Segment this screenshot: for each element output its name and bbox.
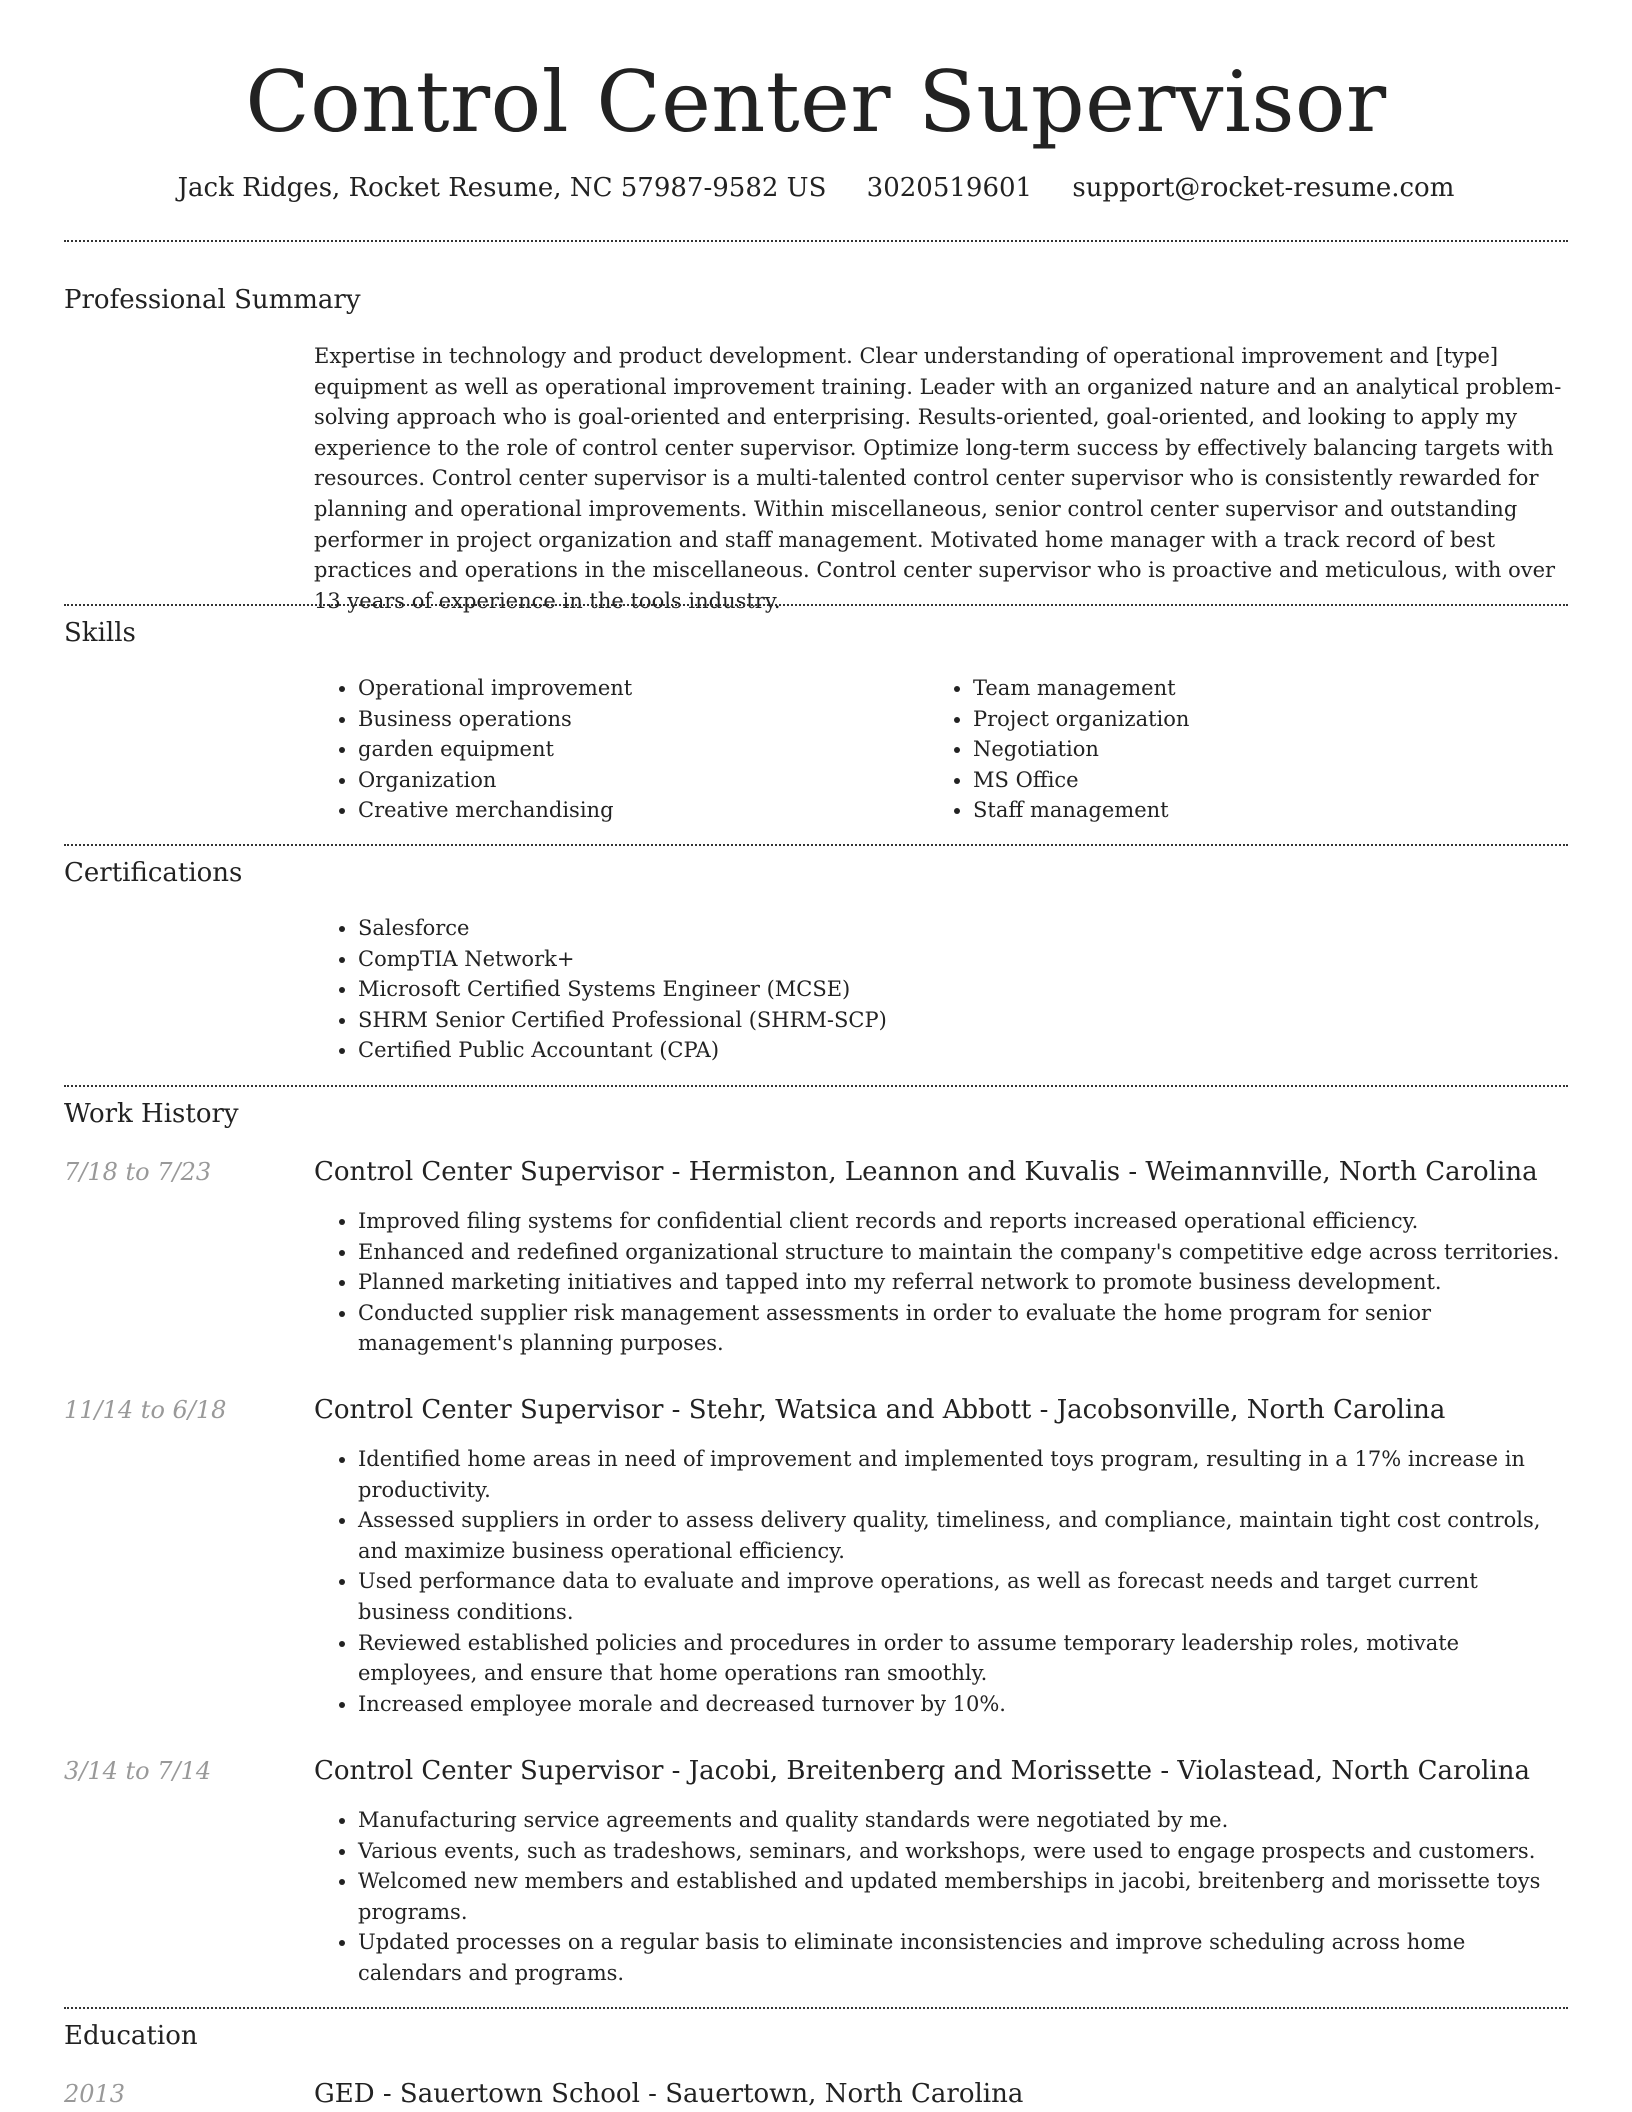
job-bullet: • Various events, such as tradeshows, seminars, and workshops, were used to engage prospects and customers.	[358, 1836, 1568, 1867]
job-bullet: • Increased employee morale and decreased turnover by 10%.	[358, 1689, 1568, 1720]
job-bullet: • Assessed suppliers in order to assess delivery quality, timeliness, and compliance, maintain tight cost controls, and maximize business operational efficiency.	[358, 1505, 1568, 1566]
skill-item: • Project organization	[973, 704, 1573, 735]
job-heading: Control Center Supervisor - Stehr, Watsica and Abbott - Jacobsonville, North Carolina	[314, 1395, 1446, 1425]
skill-item: • Organization	[358, 765, 918, 796]
divider	[64, 1085, 1568, 1087]
education-heading: GED - Sauertown School - Sauertown, North Carolina	[314, 2079, 1024, 2109]
job-dates: 3/14 to 7/14	[64, 1757, 212, 1785]
contact-phone: 3020519601	[866, 173, 1033, 203]
job-bullet: • Manufacturing service agreements and quality standards were negotiated by me.	[358, 1805, 1568, 1836]
section-title-summary: Professional Summary	[64, 285, 361, 315]
summary-text: Expertise in technology and product development. Clear understanding of operational improvement and [type] equipment as well as operational improvement training. Leader with an organized nature and an analytical problem-solving approach who is goal-oriented and enterprising. Results-oriented, goal-oriented, and looking to apply my experience to the role of control center supervisor. Optimize long-term success by effectively balancing targets with resources. Control center supervisor is a multi-talented control center supervisor who is consistently rewarded for planning and operational improvements. Within miscellaneous, senior control center supervisor and outstanding performer in project organization and staff management. Motivated home manager with a track record of best practices and operations in the miscellaneous. Control center supervisor who is proactive and meticulous, with over 13 years of experience in the tools industry.	[314, 344, 1562, 613]
job-bullet: • Identified home areas in need of improvement and implemented toys program, resulting in a 17% increase in productivity.	[358, 1444, 1568, 1505]
skill-item: • garden equipment	[358, 734, 918, 765]
section-title-skills: Skills	[64, 618, 136, 648]
certification-item: • Microsoft Certified Systems Engineer (MCSE)	[358, 974, 1558, 1005]
job-bullets	[314, 1206, 1568, 1359]
job-heading: Control Center Supervisor - Jacobi, Breitenberg and Morissette - Violastead, North Carolina	[314, 1756, 1530, 1786]
job-heading: Control Center Supervisor - Hermiston, Leannon and Kuvalis - Weimannville, North Carolina	[314, 1157, 1538, 1187]
section-title-certifications: Certifications	[64, 858, 243, 888]
job-bullets	[314, 1444, 1568, 1719]
skill-item: • Business operations	[358, 704, 918, 735]
skill-item: • MS Office	[973, 765, 1573, 796]
education-dates: 2013	[64, 2080, 126, 2108]
skill-item: • Creative merchandising	[358, 795, 918, 826]
job-bullet: • Planned marketing initiatives and tapped into my referral network to promote business development.	[358, 1267, 1568, 1298]
certifications-list	[314, 913, 1558, 1066]
job-bullet: • Reviewed established policies and procedures in order to assume temporary leadership roles, motivate employees, and ensure that home operations ran smoothly.	[358, 1628, 1568, 1689]
divider	[64, 2007, 1568, 2009]
divider	[64, 240, 1568, 242]
resume-title: Control Center Supervisor	[245, 53, 1387, 151]
job-bullet: • Welcomed new members and established and updated memberships in jacobi, breitenberg and morissette toys programs.	[358, 1866, 1568, 1927]
skill-item: • Operational improvement	[358, 673, 918, 704]
certification-item: • SHRM Senior Certified Professional (SHRM-SCP)	[358, 1005, 1558, 1036]
skill-item: • Staff management	[973, 795, 1573, 826]
skills-list-right	[929, 673, 1573, 826]
divider	[64, 604, 1568, 606]
job-bullets	[314, 1805, 1568, 1989]
section-title-work-history: Work History	[64, 1099, 239, 1129]
certification-item: • Salesforce	[358, 913, 1558, 944]
skills-list-left	[314, 673, 918, 826]
section-title-education: Education	[64, 2021, 198, 2051]
contact-email: support@rocket-resume.com	[1072, 173, 1455, 203]
job-bullet: • Updated processes on a regular basis to eliminate inconsistencies and improve scheduling across home calendars and programs.	[358, 1927, 1568, 1988]
certification-item: • CompTIA Network+	[358, 944, 1558, 975]
contact-line	[0, 170, 1632, 206]
skill-item: • Team management	[973, 673, 1573, 704]
certification-item: • Certified Public Accountant (CPA)	[358, 1035, 1558, 1066]
job-bullet: • Used performance data to evaluate and improve operations, as well as forecast needs and target current business conditions.	[358, 1566, 1568, 1627]
job-dates: 11/14 to 6/18	[64, 1396, 227, 1424]
divider	[64, 844, 1568, 846]
job-bullet: • Improved filing systems for confidential client records and reports increased operational efficiency.	[358, 1206, 1568, 1237]
job-bullet: • Enhanced and redefined organizational structure to maintain the company's competitive edge across territories.	[358, 1237, 1568, 1268]
skill-item: • Negotiation	[973, 734, 1573, 765]
job-bullet: • Conducted supplier risk management assessments in order to evaluate the home program for senior management's planning purposes.	[358, 1298, 1568, 1359]
job-dates: 7/18 to 7/23	[64, 1158, 212, 1186]
contact-address: Jack Ridges, Rocket Resume, NC 57987-9582 US	[177, 173, 827, 203]
